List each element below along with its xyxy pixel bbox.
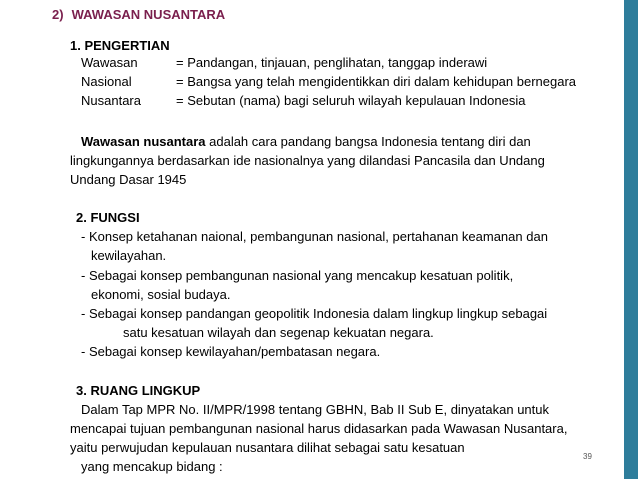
paragraph-text: adalah cara pandang bangsa Indonesia tentang diri dan xyxy=(205,134,531,149)
pengertian-paragraph-line: Undang Dasar 1945 xyxy=(70,172,187,187)
pengertian-heading: 1. PENGERTIAN xyxy=(70,38,170,53)
side-accent-bar xyxy=(624,0,638,479)
ruang-lingkup-line: yang mencakup bidang : xyxy=(81,459,223,474)
pengertian-paragraph-line: lingkungannya berdasarkan ide nasionalnya yang dilandasi Pancasila dan Undang xyxy=(70,153,545,168)
fungsi-line: - Sebagai konsep kewilayahan/pembatasan negara. xyxy=(81,344,381,359)
fungsi-line: - Konsep ketahanan naional, pembangunan nasional, pertahanan keamanan dan xyxy=(81,229,548,244)
fungsi-line: satu kesatuan wilayah dan segenap kekuatan negara. xyxy=(123,325,434,340)
pengertian-paragraph-line xyxy=(81,134,531,150)
definition-term: Wawasan xyxy=(81,55,138,70)
ruang-lingkup-heading: 3. RUANG LINGKUP xyxy=(76,383,201,398)
fungsi-line: ekonomi, sosial budaya. xyxy=(91,287,231,302)
fungsi-heading: 2. FUNGSI xyxy=(76,210,140,225)
fungsi-line: kewilayahan. xyxy=(91,248,167,263)
ruang-lingkup-line: Dalam Tap MPR No. II/MPR/1998 tentang GBHN, Bab II Sub E, dinyatakan untuk xyxy=(81,402,549,417)
ruang-lingkup-line: mencapai tujuan pembangunan nasional harus didasarkan pada Wawasan Nusantara, xyxy=(70,421,568,436)
definition-text: = Pandangan, tinjauan, penglihatan, tanggap inderawi xyxy=(176,55,488,70)
fungsi-line: - Sebagai konsep pandangan geopolitik Indonesia dalam lingkup lingkup sebagai xyxy=(81,306,548,321)
ruang-lingkup-line: yaitu perwujudan kepulauan nusantara dilihat sebagai satu kesatuan xyxy=(70,440,465,455)
page-number: 39 xyxy=(583,452,592,461)
definition-term: Nusantara xyxy=(81,93,141,108)
definition-text: = Bangsa yang telah mengidentikkan diri dalam kehidupan bernegara xyxy=(176,74,577,89)
wawasan-nusantara-term: Wawasan nusantara xyxy=(81,134,206,149)
fungsi-line: - Sebagai konsep pembangunan nasional yang mencakup kesatuan politik, xyxy=(81,268,514,283)
slide-title-number: 2) xyxy=(52,7,64,22)
definition-text: = Sebutan (nama) bagi seluruh wilayah kepulauan Indonesia xyxy=(176,93,526,108)
definition-term: Nasional xyxy=(81,74,132,89)
slide-title xyxy=(52,7,225,22)
slide-title-text: WAWASAN NUSANTARA xyxy=(71,7,226,22)
